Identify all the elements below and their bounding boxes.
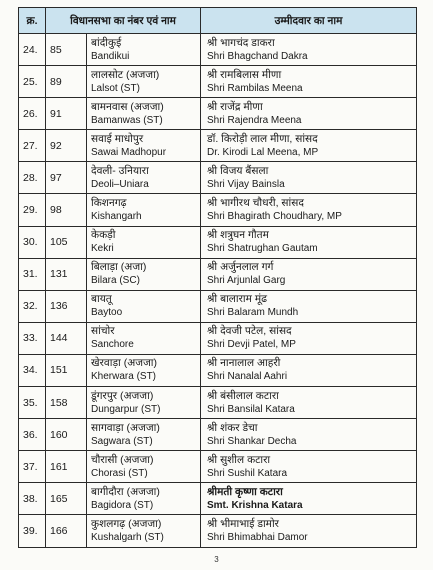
constituency-name-english: Lalsot (ST) — [91, 82, 140, 94]
candidate-name-hindi: श्री विजय बैंसला — [207, 164, 269, 177]
serial-number: 29. — [23, 204, 38, 217]
constituency-number: 131 — [45, 259, 86, 290]
serial-number: 38. — [23, 492, 38, 505]
constituency-name-hindi: बागीदौरा (अजजा) — [91, 485, 160, 498]
constituency-name-english: Sawai Madhopur — [91, 146, 167, 158]
constituency-name — [86, 291, 200, 322]
constituency-name-english: Bamanwas (ST) — [91, 114, 163, 126]
candidate-name — [200, 291, 416, 322]
constituency-number: 89 — [45, 66, 86, 97]
candidate-name-hindi: श्री बंसीलाल कटारा — [207, 389, 279, 402]
header-candidate: उम्मीदवार का नाम — [200, 8, 416, 33]
constituency-name — [86, 98, 200, 129]
serial-number: 39. — [23, 524, 38, 537]
candidate-name — [200, 34, 416, 65]
candidate-name-english: Dr. Kirodi Lal Meena, MP — [207, 146, 319, 158]
constituency-name-hindi: डूंगरपुर (अजजा) — [91, 389, 154, 402]
table-row — [19, 226, 416, 258]
candidate-name-english: Shri Rajendra Meena — [207, 114, 302, 126]
candidate-name-hindi: श्री अर्जुनलाल गर्ग — [207, 261, 274, 274]
constituency-name — [86, 194, 200, 225]
constituency-name — [86, 162, 200, 193]
candidate-name-hindi: श्रीमती कृष्णा कटारा — [207, 485, 283, 498]
candidate-name-english: Shri Shankar Decha — [207, 435, 297, 447]
candidate-name-hindi: श्री राजेंद्र मीणा — [207, 100, 263, 113]
constituency-number: 97 — [45, 162, 86, 193]
constituency-name — [86, 387, 200, 418]
header-constituency: विधानसभा का नंबर एवं नाम — [45, 8, 200, 33]
table-row — [19, 450, 416, 482]
serial-number: 34. — [23, 364, 38, 377]
candidate-name — [200, 194, 416, 225]
candidate-name — [200, 227, 416, 258]
constituency-number: 105 — [45, 227, 86, 258]
constituency-name — [86, 34, 200, 65]
constituency-name-english: Baytoo — [91, 307, 123, 319]
table-row — [19, 193, 416, 225]
candidate-name — [200, 259, 416, 290]
table-row — [19, 482, 416, 514]
table-row — [19, 33, 416, 65]
serial-number: 26. — [23, 107, 38, 120]
candidate-name-english: Shri Shatrughan Gautam — [207, 243, 318, 255]
constituency-name-english: Chorasi (ST) — [91, 467, 148, 479]
header-serial: क्र. — [26, 14, 38, 27]
candidate-name-hindi: डॉ. किरोड़ी लाल मीणा, सांसद — [207, 132, 318, 145]
constituency-name-hindi: चौरासी (अजजा) — [91, 453, 154, 466]
constituency-number: 165 — [45, 483, 86, 514]
constituency-name — [86, 227, 200, 258]
serial-number: 24. — [23, 43, 38, 56]
constituency-name-hindi: देवली- उनियारा — [91, 164, 149, 177]
constituency-number: 92 — [45, 130, 86, 161]
table-row — [19, 258, 416, 290]
candidate-name-hindi: श्री सुशील कटारा — [207, 453, 271, 466]
candidate-name-english: Smt. Krishna Katara — [207, 499, 303, 511]
candidate-name-english: Shri Arjunlal Garg — [207, 275, 286, 287]
candidate-name-hindi: श्री रामबिलास मीणा — [207, 68, 282, 81]
candidate-name-hindi: श्री भीमाभाई डामोर — [207, 517, 279, 530]
candidate-name-english: Shri Bhimabhai Damor — [207, 531, 308, 543]
candidate-name — [200, 130, 416, 161]
constituency-number: 158 — [45, 387, 86, 418]
table-row — [19, 386, 416, 418]
constituency-name-hindi: बांदीकुई — [91, 36, 122, 49]
constituency-name — [86, 130, 200, 161]
constituency-name — [86, 259, 200, 290]
table-header-row — [19, 8, 416, 33]
constituency-name-hindi: किशनगढ़ — [91, 197, 127, 210]
serial-number: 25. — [23, 75, 38, 88]
constituency-name-hindi: बिलाड़ा (अजा) — [91, 261, 147, 274]
serial-number: 30. — [23, 236, 38, 249]
constituency-number: 144 — [45, 323, 86, 354]
serial-number: 36. — [23, 428, 38, 441]
constituency-name-english: Kushalgarh (ST) — [91, 531, 164, 543]
candidate-name-english: Shri Vijay Bainsla — [207, 178, 285, 190]
constituency-name-hindi: सवाई माधोपुर — [91, 132, 144, 145]
constituency-number: 160 — [45, 419, 86, 450]
candidate-name-english: Shri Nanalal Aahri — [207, 371, 288, 383]
constituency-name-english: Kherwara (ST) — [91, 371, 157, 383]
constituency-name — [86, 419, 200, 450]
serial-number: 32. — [23, 300, 38, 313]
constituency-name — [86, 483, 200, 514]
candidate-name — [200, 387, 416, 418]
candidate-name-hindi: श्री बालाराम मूंढ — [207, 293, 268, 306]
table-row — [19, 97, 416, 129]
candidate-name-english: Shri Bhagchand Dakra — [207, 50, 308, 62]
constituency-name-hindi: सागवाड़ा (अजजा) — [91, 421, 160, 434]
candidate-name-hindi: श्री शत्रुघन गौतम — [207, 229, 269, 242]
constituency-name — [86, 451, 200, 482]
table-row — [19, 322, 416, 354]
table-row — [19, 129, 416, 161]
constituency-number: 98 — [45, 194, 86, 225]
constituency-name-hindi: लालसोट (अजजा) — [91, 68, 160, 81]
candidate-name-english: Shri Devji Patel, MP — [207, 339, 296, 351]
table-body — [19, 33, 416, 547]
table-row — [19, 161, 416, 193]
candidate-name — [200, 162, 416, 193]
constituency-name-hindi: कुशलगढ़ (अजजा) — [91, 517, 162, 530]
candidate-name — [200, 66, 416, 97]
constituency-name-english: Bilara (SC) — [91, 275, 140, 287]
serial-number: 37. — [23, 460, 38, 473]
candidate-name-english: Shri Balaram Mundh — [207, 307, 299, 319]
constituency-name — [86, 66, 200, 97]
candidate-name-hindi: श्री नानालाल आहरी — [207, 357, 281, 370]
constituency-name-hindi: बामनवास (अजजा) — [91, 100, 164, 113]
constituency-number: 161 — [45, 451, 86, 482]
constituency-name — [86, 323, 200, 354]
constituency-name-english: Sanchore — [91, 339, 134, 351]
constituency-number: 91 — [45, 98, 86, 129]
serial-number: 33. — [23, 332, 38, 345]
constituency-number: 166 — [45, 515, 86, 546]
candidate-name-hindi: श्री शंकर डेचा — [207, 421, 258, 434]
table-row — [19, 65, 416, 97]
serial-number: 31. — [23, 268, 38, 281]
candidate-name — [200, 323, 416, 354]
candidate-name-english: Shri Bansilal Katara — [207, 403, 295, 415]
candidate-name-english: Shri Rambilas Meena — [207, 82, 303, 94]
constituency-number: 151 — [45, 355, 86, 386]
candidate-name — [200, 451, 416, 482]
constituency-number: 136 — [45, 291, 86, 322]
constituency-name-english: Kishangarh — [91, 211, 142, 223]
constituency-name-english: Sagwara (ST) — [91, 435, 153, 447]
candidate-table — [18, 7, 417, 548]
constituency-name — [86, 355, 200, 386]
candidate-name-hindi: श्री भागीरथ चौधरी, सांसद — [207, 197, 304, 210]
constituency-name-hindi: केकड़ी — [91, 229, 116, 242]
constituency-name-english: Bandikui — [91, 50, 130, 62]
candidate-name — [200, 483, 416, 514]
page-number: 3 — [214, 555, 219, 564]
candidate-name-hindi: श्री भागचंद डाकरा — [207, 36, 275, 49]
constituency-name-english: Dungarpur (ST) — [91, 403, 161, 415]
table-row — [19, 290, 416, 322]
serial-number: 35. — [23, 396, 38, 409]
constituency-name-english: Deoli–Uniara — [91, 178, 149, 190]
candidate-name — [200, 419, 416, 450]
constituency-name-hindi: सांचोर — [91, 325, 115, 338]
table-row — [19, 418, 416, 450]
table-row — [19, 514, 416, 546]
candidate-name-english: Shri Sushil Katara — [207, 467, 288, 479]
constituency-name-hindi: खेरवाड़ा (अजजा) — [91, 357, 158, 370]
constituency-name-english: Bagidora (ST) — [91, 499, 154, 511]
constituency-name — [86, 515, 200, 546]
candidate-name — [200, 98, 416, 129]
candidate-name — [200, 355, 416, 386]
table-row — [19, 354, 416, 386]
constituency-number: 85 — [45, 34, 86, 65]
serial-number: 28. — [23, 171, 38, 184]
serial-number: 27. — [23, 139, 38, 152]
candidate-name-english: Shri Bhagirath Choudhary, MP — [207, 211, 342, 223]
constituency-name-hindi: बायतू — [91, 293, 112, 306]
candidate-name — [200, 515, 416, 546]
candidate-name-hindi: श्री देवजी पटेल, सांसद — [207, 325, 292, 338]
constituency-name-english: Kekri — [91, 243, 114, 255]
